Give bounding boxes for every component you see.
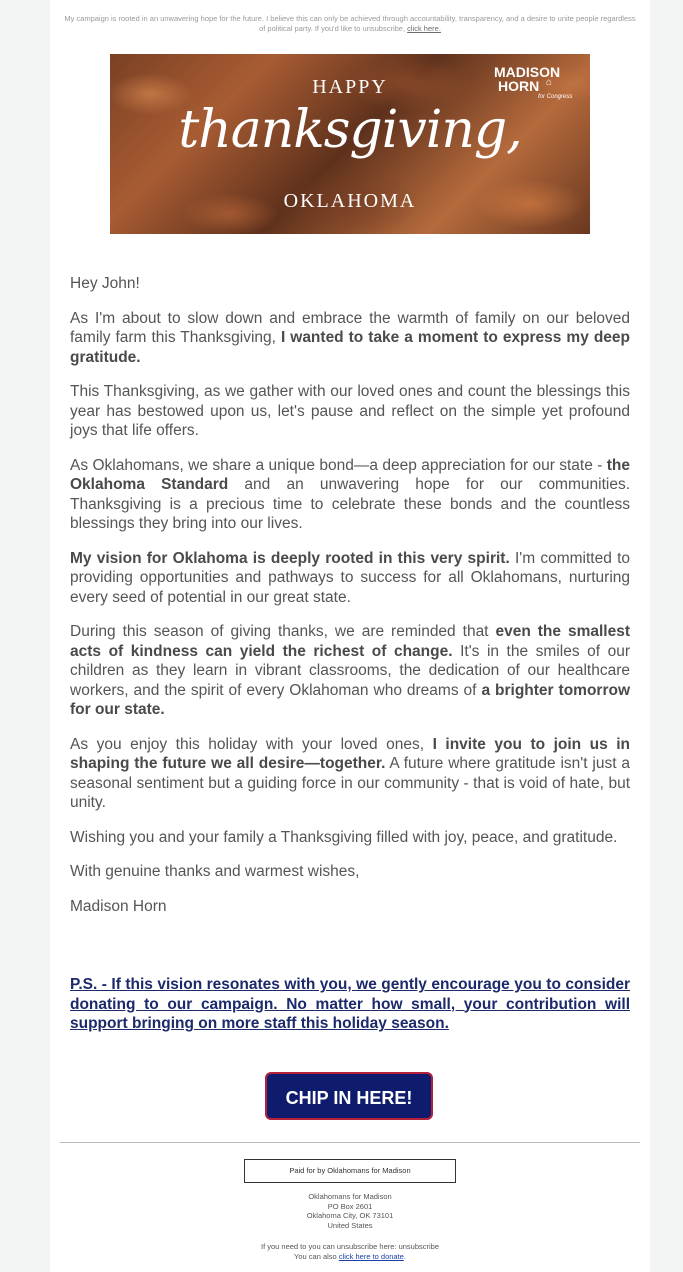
sign-off: With genuine thanks and warmest wishes, (70, 863, 360, 880)
logo-madison: MADISON (494, 64, 561, 80)
paragraph-1: As I'm about to slow down and embrace the warmth of family on our beloved family farm this Thanksgiving, I wanted to take a moment to express my deep gratitude. (70, 309, 630, 366)
address-line: Oklahoma City, OK 73101 (306, 1211, 394, 1221)
preheader-text: My campaign is rooted in an unwavering hope for the future. I believe this can only be achieved through accountability, transparency, and a desire to unite people regardless of political party. If you'd like to unsubscribe, (64, 14, 636, 33)
paragraph-4: My vision for Oklahoma is deeply rooted in this very spirit. I'm committed to providing opportunities and pathways to success for all Oklahomans, nurturing every seed of potential in our great state. (70, 549, 630, 606)
ps-donate-link[interactable]: P.S. - If this vision resonates with you, we gently encourage you to consider donating to our campaign. No matter how small, your contribution will support bringing on more staff this holiday season. (70, 976, 630, 1032)
banner-thanksgiving: thanksgiving, (178, 100, 522, 160)
banner-oklahoma: OKLAHOMA (283, 190, 417, 212)
paragraph-2: This Thanksgiving, as we gather with our loved ones and count the blessings this year has bestowed upon us, let's pause and reflect on the simple yet profound joys that life offers. (70, 383, 630, 439)
banner-happy: HAPPY (312, 76, 388, 98)
address-line: PO Box 2601 (327, 1201, 373, 1211)
unsubscribe-text: If you need to you can unsubscribe here: unsubscribe (260, 1242, 440, 1251)
footer-divider (60, 1142, 640, 1143)
email-body (70, 274, 630, 931)
chip-in-button[interactable]: CHIP IN HERE! (265, 1072, 433, 1120)
farm-icon: ⌂ (546, 77, 553, 88)
donate-line: You can also click here to donate. (294, 1251, 406, 1261)
logo-for-congress: for Congress (538, 94, 573, 100)
paragraph-3: As Oklahomans, we share a unique bond—a deep appreciation for our state - the Oklahoma Standard and an unwavering hope for our communities. Thanksgiving is a precious time to celebrate these bonds and the countless blessings they bring into our lives. (70, 456, 630, 532)
footer-links (150, 1242, 550, 1261)
address-line: United States (327, 1220, 373, 1230)
donate-link[interactable]: click here to donate (338, 1251, 404, 1261)
greeting: Hey John! (70, 275, 140, 292)
logo-horn: HORN (498, 78, 540, 94)
address-line: Oklahomans for Madison (308, 1192, 392, 1201)
paragraph-6: As you enjoy this holiday with your loved ones, I invite you to join us in shaping the future we all desire—together. A future where gratitude isn't just a seasonal sentiment but a guiding force in our community - that is void of hate, but unity. (70, 735, 630, 811)
preheader (62, 14, 638, 34)
signature: Madison Horn (70, 897, 167, 915)
paragraph-5: During this season of giving thanks, we are reminded that even the smallest acts of kindness can yield the richest of change. It's in the smiles of our children as they learn in vibrant classrooms, the dedication of our healthcare workers, and the spirit of every Oklahoman who dreams of a brighter tomorrow for our state. (70, 623, 630, 718)
mailing-address (200, 1192, 500, 1230)
paragraph-7: Wishing you and your family a Thanksgiving filled with joy, peace, and gratitude. (70, 828, 618, 846)
paid-for-disclaimer: Paid for by Oklahomans for Madison (244, 1159, 456, 1183)
ps-section (70, 975, 630, 1034)
thanksgiving-banner (110, 54, 590, 234)
unsubscribe-link[interactable]: click here. (407, 24, 441, 33)
